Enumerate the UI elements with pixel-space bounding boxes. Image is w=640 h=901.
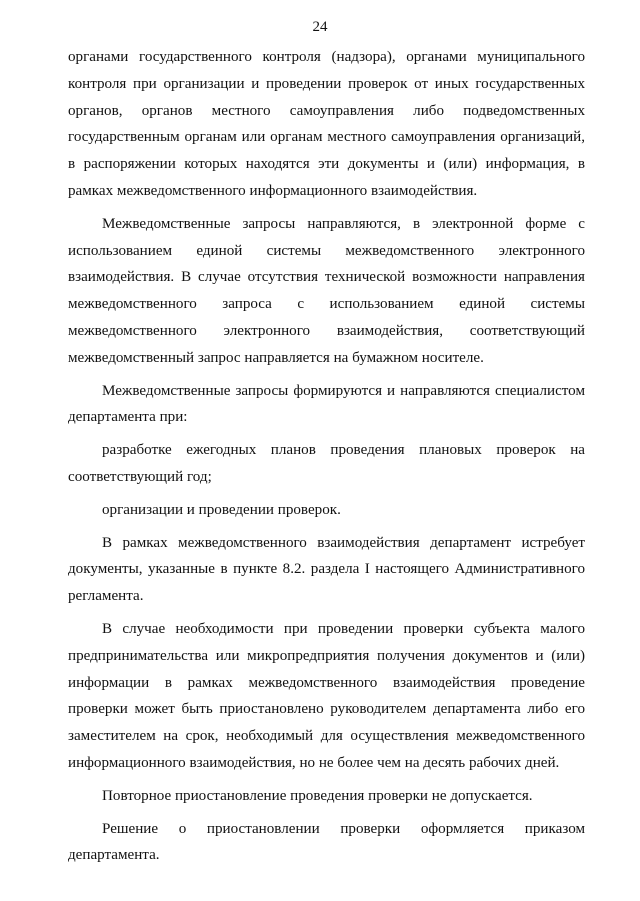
paragraph-repeat-suspension: Повторное приостановление проведения проверки не допускается. bbox=[102, 787, 533, 804]
paragraph-documents-requested: В рамках межведомственного взаимодействия департамент истребует документы, указанные в пункте 8.2. раздела I настоящего Административного регламента. bbox=[68, 534, 585, 605]
page-number: 24 bbox=[312, 19, 328, 35]
paragraph-suspension: В случае необходимости при проведении проверки субъекта малого предпринимательства или микропредприятия получения документов и (или) информации в рамках межведомственного взаимодействия проведение проверки может быть приостановлено руководителем департамента либо его заместителем на срок, необходимый для осуществления межведомственного информационного взаимодействия, но не более чем на десять рабочих дней. bbox=[68, 620, 585, 771]
document-body bbox=[68, 44, 585, 869]
list-item-annual-plans: разработке ежегодных планов проведения плановых проверок на соответствующий год; bbox=[68, 442, 585, 485]
paragraph-continuation: органами государственного контроля (надзора), органами муниципального контроля при организации и проведении проверок от иных государственных органов, органов местного самоуправления либо подведомственных государственным органам или органам местного самоуправления организаций, в распоряжении которых находятся эти документы и (или) информация, в рамках межведомственного информационного взаимодействия. bbox=[68, 49, 585, 199]
paragraph-interagency-requests: Межведомственные запросы направляются, в электронной форме с использованием единой системы межведомственного электронного взаимодействия. В случае отсутствия технической возможности направления межведомственного запроса с использованием единой системы межведомственного электронного взаимодействия, соответствующий межведомственный запрос направляется на бумажном носителе. bbox=[68, 215, 585, 366]
paragraph-requests-formed: Межведомственные запросы формируются и направляются специалистом департамента при: bbox=[68, 382, 585, 426]
paragraph-decision-order: Решение о приостановлении проверки оформляется приказом департамента. bbox=[68, 820, 585, 864]
list-item-inspections: организации и проведении проверок. bbox=[102, 501, 341, 518]
